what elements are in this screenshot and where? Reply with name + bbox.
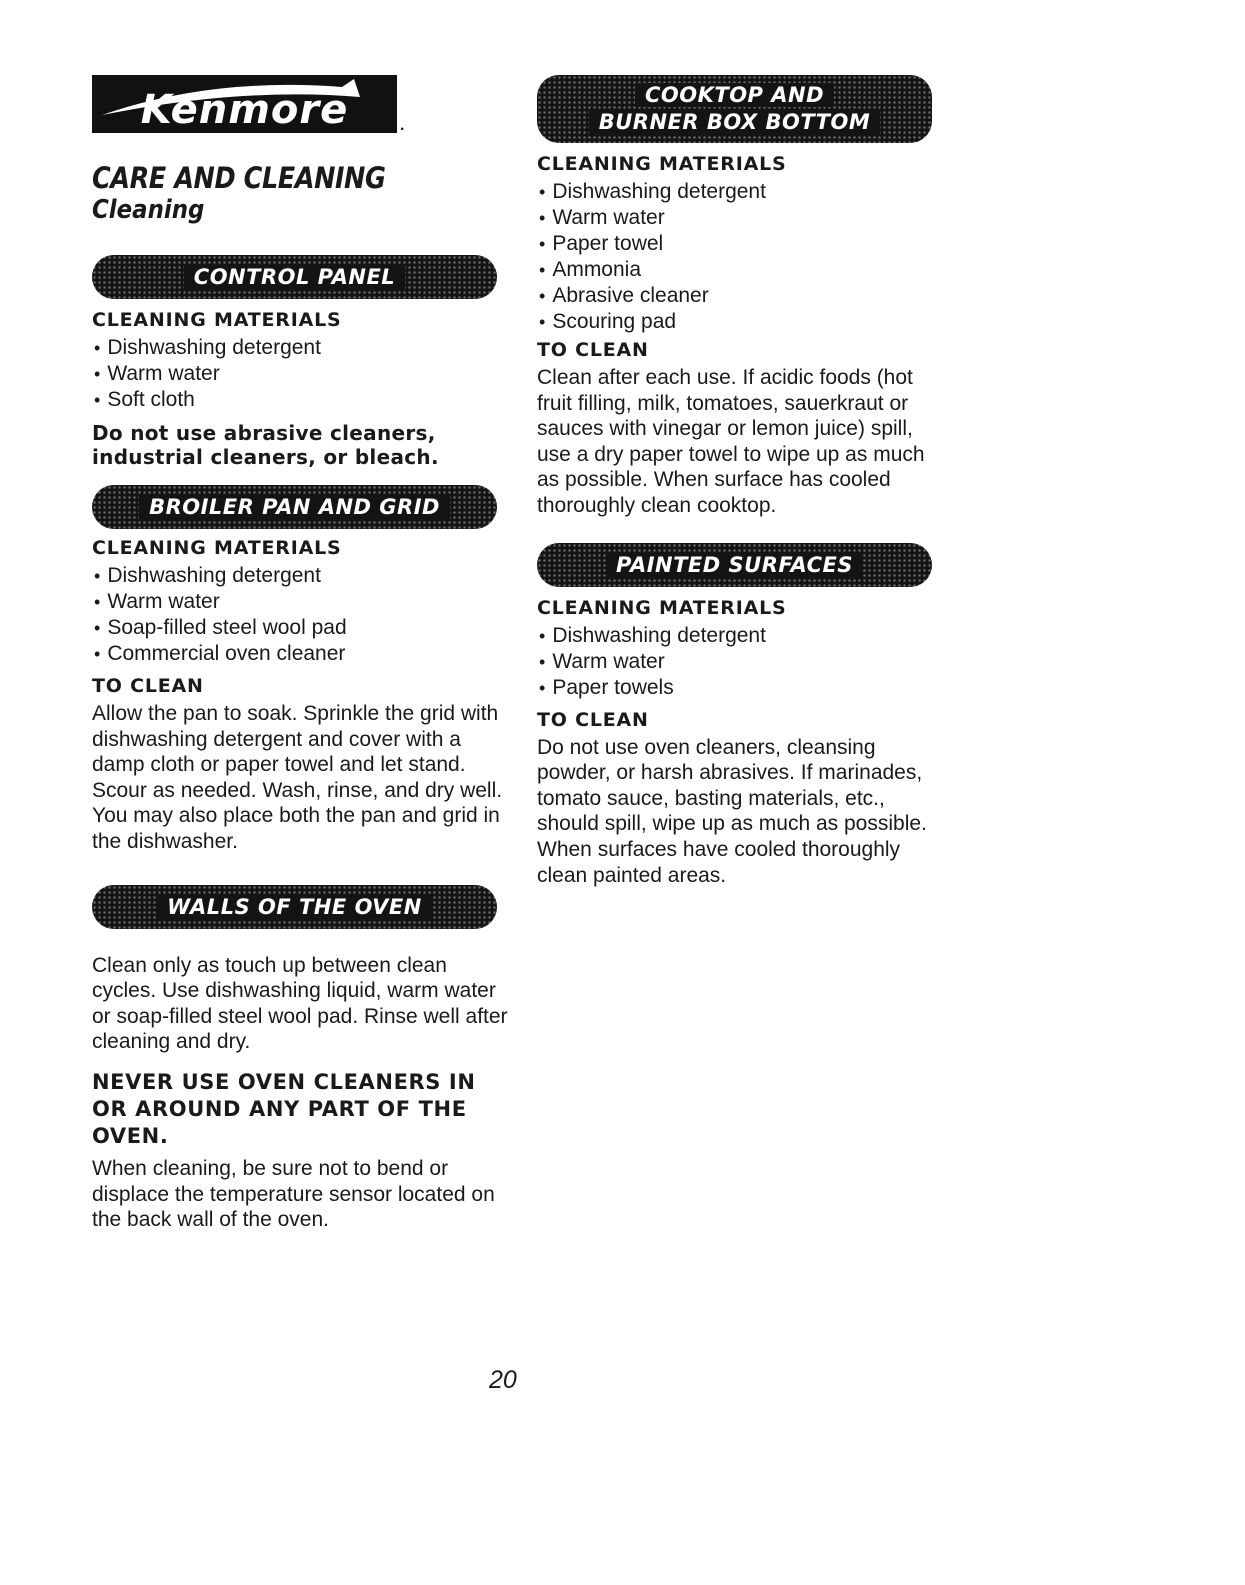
page-number: 20 [489, 1366, 517, 1394]
page-title: CARE AND CLEANING [92, 161, 386, 195]
control-panel-banner [92, 255, 497, 299]
list-item: • Soap-filled steel wool pad [92, 615, 512, 641]
cooktop-banner [537, 75, 932, 143]
list-item: • Soft cloth [92, 387, 512, 413]
control-panel-materials-list [92, 335, 512, 413]
list-item: • Warm water [92, 589, 512, 615]
control-panel-materials-heading: CLEANING MATERIALS [92, 309, 342, 331]
painted-materials-list [537, 623, 947, 701]
list-item: • Warm water [92, 361, 512, 387]
logo-text: Kenmore [140, 87, 349, 133]
list-item: • Scouring pad [537, 309, 947, 335]
logo-mark: . [400, 117, 405, 134]
page-subtitle: Cleaning [92, 195, 205, 225]
walls-note: When cleaning, be sure not to bend or displace the temperature sensor located on the back wall of the oven. [92, 1156, 495, 1232]
list-item: • Warm water [537, 649, 947, 675]
logo-block [92, 75, 512, 133]
kenmore-logo [92, 75, 397, 133]
control-panel-banner-text: CONTROL PANEL [184, 265, 405, 289]
walls-banner [92, 885, 497, 929]
broiler-materials-heading: CLEANING MATERIALS [92, 537, 342, 559]
cooktop-clean-heading: TO CLEAN [537, 339, 649, 361]
broiler-banner [92, 485, 497, 529]
broiler-banner-text: BROILER PAN AND GRID [139, 495, 450, 519]
painted-banner-text: PAINTED SURFACES [606, 553, 863, 577]
left-column [92, 75, 512, 1233]
cooktop-clean-text: Clean after each use. If acidic foods (hot fruit filling, milk, tomatoes, sauerkraut or sauces with vinegar or lemon juice) spill, use a dry paper towel to wipe up as much as possible. When surface has cooled thoroughly clean cooktop. [537, 366, 925, 517]
list-item: • Dishwashing detergent [537, 179, 947, 205]
list-item: • Dishwashing detergent [92, 563, 512, 589]
list-item: • Abrasive cleaner [537, 283, 947, 309]
walls-banner-text: WALLS OF THE OVEN [157, 895, 432, 919]
list-item: • Commercial oven cleaner [92, 641, 512, 667]
right-column [537, 75, 947, 888]
broiler-materials-list [92, 563, 512, 667]
walls-warning: NEVER USE OVEN CLEANERS IN OR AROUND ANY PART OF THE OVEN. [92, 1069, 476, 1148]
list-item: • Dishwashing detergent [537, 623, 947, 649]
painted-clean-text: Do not use oven cleaners, cleansing powder, or harsh abrasives. If marinades, tomato sauce, basting materials, etc., should spill, wipe up as much as possible. When surfaces have cooled thoroughly clean painted areas. [537, 735, 927, 887]
cooktop-materials-heading: CLEANING MATERIALS [537, 153, 787, 175]
list-item: • Warm water [537, 205, 947, 231]
painted-materials-heading: CLEANING MATERIALS [537, 596, 787, 619]
list-item: • Paper towel [537, 231, 947, 257]
broiler-clean-heading: TO CLEAN [92, 675, 204, 697]
painted-clean-heading: TO CLEAN [537, 708, 649, 731]
list-item: • Dishwashing detergent [92, 335, 512, 361]
cooktop-materials-list [537, 179, 947, 335]
walls-text: Clean only as touch up between clean cycles. Use dishwashing liquid, warm water or soap-filled steel wool pad. Rinse well after cleaning and dry. [92, 953, 508, 1054]
cooktop-banner-line1: COOKTOP AND [635, 83, 834, 107]
cooktop-banner-line2: BURNER BOX BOTTOM [589, 110, 880, 134]
painted-banner [537, 543, 932, 587]
control-panel-warning: Do not use abrasive cleaners, industrial cleaners, or bleach. [92, 421, 439, 469]
broiler-clean-text: Allow the pan to soak. Sprinkle the grid with dishwashing detergent and cover with a damp cloth or paper towel and let stand. Scour as needed. Wash, rinse, and dry well. You may also place both the pan and grid in the dishwasher. [92, 702, 503, 853]
list-item: • Ammonia [537, 257, 947, 283]
list-item: • Paper towels [537, 675, 947, 701]
